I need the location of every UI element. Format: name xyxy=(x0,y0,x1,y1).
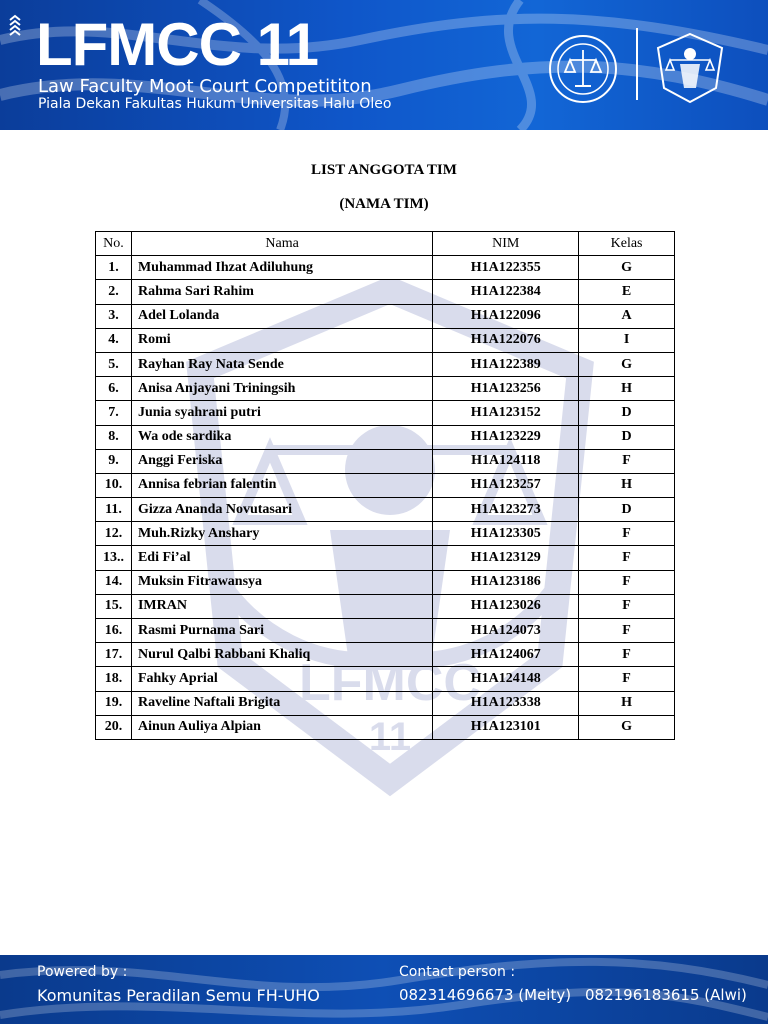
member-nim: H1A124073 xyxy=(433,619,579,643)
table-row xyxy=(96,715,675,739)
member-kelas: G xyxy=(579,256,675,280)
member-kelas: F xyxy=(579,570,675,594)
member-nim: H1A123101 xyxy=(433,715,579,739)
member-name: Nurul Qalbi Rabbani Khaliq xyxy=(131,643,432,667)
member-name: Raveline Naftali Brigita xyxy=(131,691,432,715)
member-name: Muhammad Ihzat Adiluhung xyxy=(131,256,432,280)
member-kelas: D xyxy=(579,401,675,425)
row-number: 18. xyxy=(96,667,132,691)
row-number: 14. xyxy=(96,570,132,594)
table-row xyxy=(96,498,675,522)
header-kelas: Kelas xyxy=(579,232,675,256)
powered-by-label: Powered by : xyxy=(37,964,128,980)
member-name: Gizza Ananda Novutasari xyxy=(131,498,432,522)
row-number: 19. xyxy=(96,691,132,715)
university-emblem-icon xyxy=(548,34,618,104)
member-nim: H1A122384 xyxy=(433,280,579,304)
member-name: Rayhan Ray Nata Sende xyxy=(131,352,432,376)
member-name: Anisa Anjayani Triningsih xyxy=(131,377,432,401)
member-kelas: H xyxy=(579,377,675,401)
member-kelas: F xyxy=(579,594,675,618)
row-number: 4. xyxy=(96,328,132,352)
table-row xyxy=(96,425,675,449)
table-row xyxy=(96,377,675,401)
member-nim: H1A123256 xyxy=(433,377,579,401)
member-nim: H1A123026 xyxy=(433,594,579,618)
member-kelas: F xyxy=(579,667,675,691)
row-number: 15. xyxy=(96,594,132,618)
member-nim: H1A122389 xyxy=(433,352,579,376)
table-row xyxy=(96,280,675,304)
member-name: Anggi Feriska xyxy=(131,449,432,473)
member-name: Adel Lolanda xyxy=(131,304,432,328)
table-row xyxy=(96,449,675,473)
row-number: 16. xyxy=(96,619,132,643)
table-row xyxy=(96,643,675,667)
member-kelas: I xyxy=(579,328,675,352)
footer-banner xyxy=(0,955,768,1024)
member-name: Romi xyxy=(131,328,432,352)
member-nim: H1A122076 xyxy=(433,328,579,352)
event-title: LFMCC 11 xyxy=(36,11,319,78)
member-nim: H1A122355 xyxy=(433,256,579,280)
table-row xyxy=(96,401,675,425)
member-nim: H1A124067 xyxy=(433,643,579,667)
row-number: 9. xyxy=(96,449,132,473)
member-nim: H1A123273 xyxy=(433,498,579,522)
member-name: Annisa febrian falentin xyxy=(131,473,432,497)
member-kelas: A xyxy=(579,304,675,328)
logo-divider xyxy=(636,28,638,100)
member-name: Fahky Aprial xyxy=(131,667,432,691)
member-kelas: F xyxy=(579,522,675,546)
member-name: Rasmi Purnama Sari xyxy=(131,619,432,643)
header-no: No. xyxy=(96,232,132,256)
members-table xyxy=(95,231,675,740)
row-number: 2. xyxy=(96,280,132,304)
member-kelas: D xyxy=(579,498,675,522)
member-name: Muksin Fitrawansya xyxy=(131,570,432,594)
member-kelas: H xyxy=(579,691,675,715)
row-number: 8. xyxy=(96,425,132,449)
table-row xyxy=(96,304,675,328)
document-subtitle: (NAMA TIM) xyxy=(339,196,429,212)
watermark-number: 11 xyxy=(368,715,412,759)
member-nim: H1A123338 xyxy=(433,691,579,715)
member-nim: H1A123229 xyxy=(433,425,579,449)
member-nim: H1A124148 xyxy=(433,667,579,691)
member-kelas: G xyxy=(579,715,675,739)
justice-crest-icon xyxy=(652,30,728,106)
event-tagline: Piala Dekan Fakultas Hukum Universitas Halu Oleo xyxy=(38,96,392,112)
table-row xyxy=(96,546,675,570)
members-table-body xyxy=(96,256,675,740)
member-name: Ainun Auliya Alpian xyxy=(131,715,432,739)
watermark-text: LFMCC xyxy=(299,654,481,712)
table-row xyxy=(96,691,675,715)
member-nim: H1A123305 xyxy=(433,522,579,546)
row-number: 3. xyxy=(96,304,132,328)
table-row xyxy=(96,570,675,594)
table-row xyxy=(96,473,675,497)
member-nim: H1A123152 xyxy=(433,401,579,425)
header-banner xyxy=(0,0,768,130)
member-kelas: G xyxy=(579,352,675,376)
member-nim: H1A122096 xyxy=(433,304,579,328)
document-title: LIST ANGGOTA TIM xyxy=(311,162,457,178)
organizer-name: Komunitas Peradilan Semu FH-UHO xyxy=(37,986,320,1005)
member-name: Junia syahrani putri xyxy=(131,401,432,425)
member-kelas: D xyxy=(579,425,675,449)
table-row xyxy=(96,256,675,280)
member-nim: H1A124118 xyxy=(433,449,579,473)
row-number: 13.. xyxy=(96,546,132,570)
row-number: 17. xyxy=(96,643,132,667)
member-name: Wa ode sardika xyxy=(131,425,432,449)
row-number: 11. xyxy=(96,498,132,522)
member-kelas: F xyxy=(579,546,675,570)
row-number: 5. xyxy=(96,352,132,376)
table-row xyxy=(96,594,675,618)
row-number: 12. xyxy=(96,522,132,546)
table-row xyxy=(96,522,675,546)
table-header-row xyxy=(96,232,675,256)
member-kelas: F xyxy=(579,619,675,643)
table-row xyxy=(96,328,675,352)
member-nim: H1A123129 xyxy=(433,546,579,570)
row-number: 6. xyxy=(96,377,132,401)
table-row xyxy=(96,667,675,691)
contact-label: Contact person : xyxy=(399,964,516,980)
member-kelas: F xyxy=(579,449,675,473)
contact-phone-2: 082196183615 (Alwi) xyxy=(585,986,747,1004)
member-nim: H1A123186 xyxy=(433,570,579,594)
member-name: Rahma Sari Rahim xyxy=(131,280,432,304)
contact-phone-1: 082314696673 (Meity) xyxy=(399,986,572,1004)
member-name: IMRAN xyxy=(131,594,432,618)
row-number: 7. xyxy=(96,401,132,425)
table-row xyxy=(96,619,675,643)
member-kelas: E xyxy=(579,280,675,304)
member-name: Muh.Rizky Anshary xyxy=(131,522,432,546)
member-kelas: F xyxy=(579,643,675,667)
row-number: 20. xyxy=(96,715,132,739)
row-number: 1. xyxy=(96,256,132,280)
chevrons-up-icon xyxy=(8,14,22,36)
member-name: Edi Fi’al xyxy=(131,546,432,570)
table-row xyxy=(96,352,675,376)
event-subtitle: Law Faculty Moot Court Competititon xyxy=(38,76,372,97)
header-nim: NIM xyxy=(433,232,579,256)
member-nim: H1A123257 xyxy=(433,473,579,497)
member-kelas: H xyxy=(579,473,675,497)
row-number: 10. xyxy=(96,473,132,497)
header-name: Nama xyxy=(131,232,432,256)
